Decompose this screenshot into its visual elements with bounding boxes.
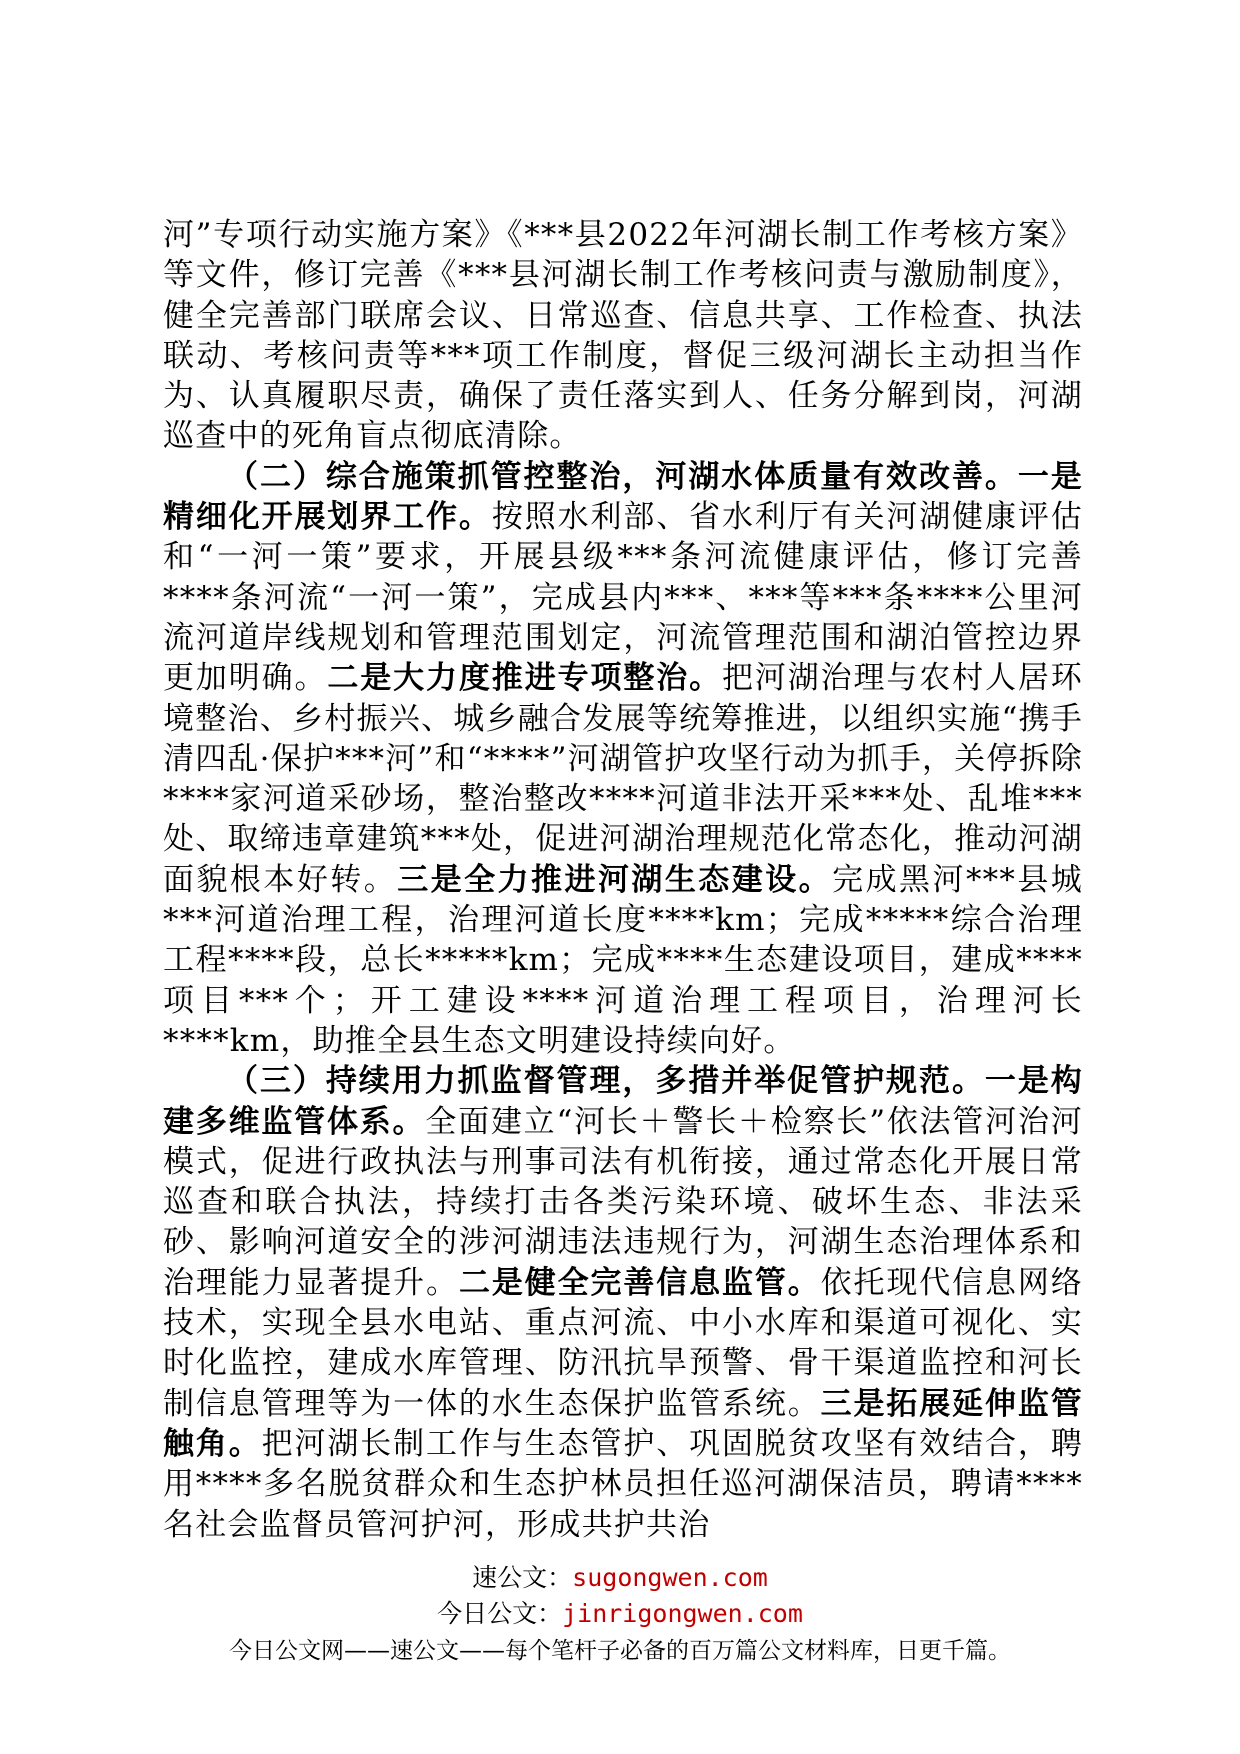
bold-heading-text: （二）综合施策抓管控整治，河湖水体质量有效改善。一是精细化开展划界工作。: [163, 458, 1083, 536]
footer-label-sugongwen: 速公文：: [472, 1563, 573, 1592]
bold-heading-text: 二是大力度推进专项整治。: [327, 660, 722, 697]
sugongwen-link[interactable]: sugongwen.com: [572, 1563, 768, 1592]
footer-line-jinrigongwen: [0, 1596, 1240, 1632]
bold-heading-text: 二是健全完善信息监管。: [458, 1264, 821, 1301]
paragraph: [163, 215, 1083, 457]
jinrigongwen-link[interactable]: jinrigongwen.com: [562, 1599, 803, 1628]
body-text: 把河湖长制工作与生态管护、巩固脱贫攻坚有效结合，聘用****多名脱贫群众和生态护林员担任巡河湖保洁员，聘请****名社会监督员管河护河，形成共护共治: [163, 1425, 1084, 1543]
body-text: 全面建立“河长＋警长＋检察长”依法管河治河模式，促进行政执法与刑事司法有机衔接，通过常态化开展日常巡查和联合执法，持续打击各类污染环境、破坏生态、非法采砂、影响河道安全的涉河湖违法违规行为，河湖生态治理体系和治理能力显著提升。: [163, 1103, 1083, 1301]
bold-heading-text: 三是全力推进河湖生态建设。: [397, 861, 833, 898]
footer-label-jinrigongwen: 今日公文：: [437, 1599, 563, 1628]
body-text: 完成黑河***县城***河道治理工程，治理河道长度****km；完成*****综合治理工程****段，总长*****km；完成****生态建设项目，建成****项目***个；开工建设****河道治理工程项目，治理河长****km，助推全县生态文明建设持续向好。: [163, 861, 1083, 1059]
bold-heading-text: 三是拓展延伸监管触角。: [163, 1385, 1083, 1462]
body-text: 把河湖治理与农村人居环境整治、乡村振兴、城乡融合发展等统筹推进，以组织实施“携手清四乱·保护***河”和“****”河湖管护攻坚行动为抓手，关停拆除****家河道采砂场，整治整改****河道非法开采***处、乱堆***处、取缔违章建筑***处，促进河湖治理规范化常态化，推动河湖面貌根本好转。: [163, 660, 1083, 898]
bold-heading-text: （三）持续用力抓监督管理，多措并举促管护规范。一是构建多维监管体系。: [163, 1063, 1083, 1140]
paragraph: [163, 1061, 1083, 1545]
footer-tagline: 今日公文网——速公文——每个笔杆子必备的百万篇公文材料库，日更千篇。: [229, 1638, 1011, 1664]
body-text: 按照水利部、省水利厅有关河湖健康评估和“一河一策”要求，开展县级***条河流健康评估，修订完善****条河流“一河一策”，完成县内***、***等***条****公里河流河道岸线规划和管理范围划定，河流管理范围和湖泊管控边界更加明确。: [163, 499, 1083, 697]
body-text: 依托现代信息网络技术，实现全县水电站、重点河流、中小水库和渠道可视化、实时化监控，建成水库管理、防汛抗旱预警、骨干渠道监控和河长制信息管理等为一体的水生态保护监管系统。: [163, 1264, 1083, 1422]
document-body: [163, 215, 1083, 1545]
footer-line-sugongwen: [0, 1560, 1240, 1596]
footer: [0, 1560, 1240, 1668]
paragraph: [163, 457, 1083, 1061]
body-text: 河”专项行动实施方案》《***县2022年河湖长制工作考核方案》等文件，修订完善《***县河湖长制工作考核问责与激励制度》，健全完善部门联席会议、日常巡查、信息共享、工作检查、执法联动、考核问责等***项工作制度，督促三级河湖长主动担当作为、认真履职尽责，确保了责任落实到人、任务分解到岗，河湖巡查中的死角盲点彻底清除。: [163, 217, 1083, 455]
